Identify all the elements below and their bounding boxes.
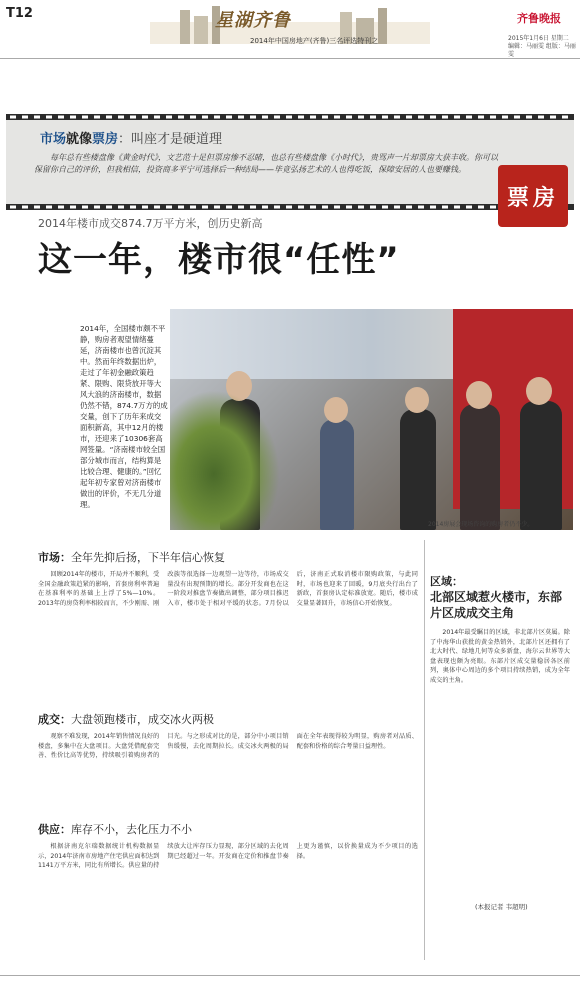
film-hole — [10, 116, 16, 119]
film-hole — [454, 206, 460, 209]
film-hole — [370, 206, 376, 209]
section-deals-title: 大盘领跑楼市，成交冰火两极 — [71, 712, 214, 726]
film-hole — [250, 116, 256, 119]
film-hole — [262, 116, 268, 119]
film-hole — [178, 206, 184, 209]
film-hole — [22, 116, 28, 119]
film-hole — [382, 116, 388, 119]
film-hole — [430, 206, 436, 209]
section-supply-heading — [38, 820, 192, 837]
banner-title-like: 就像 — [66, 132, 93, 147]
film-hole — [502, 116, 508, 119]
page-number: T12 — [6, 6, 33, 21]
film-hole — [394, 116, 400, 119]
article-lead: 2014年，全国楼市颇不平静，购房者观望情绪蔓延，济南楼市也曾沉淀其中。然而年终数据出炉，走过了年初金融政策趋紧、限购、限贷放开等大风大浪的济南楼市，数据仍然不错，874.7万方的成交量，创下了历年来成交面积新高，其中12月的楼市，还迎来了10306套高网签量。“济南楼市较全国部分城市而言，结构算是比较合理、健康的。”回忆起年初专家曾对济南楼市做出的评价，不无几分道理。 — [80, 324, 168, 509]
banner-title-tail: ：叫座才是硬道理 — [118, 132, 223, 147]
film-hole — [70, 206, 76, 209]
region-label: 区域： — [430, 575, 463, 588]
film-hole — [394, 206, 400, 209]
film-hole — [418, 116, 424, 119]
banner-title-market: 市场 — [40, 132, 67, 147]
film-hole — [550, 116, 556, 119]
section-supply-label: 供应： — [38, 822, 71, 836]
film-hole — [430, 116, 436, 119]
film-hole — [94, 206, 100, 209]
film-hole — [70, 116, 76, 119]
film-hole — [346, 116, 352, 119]
film-hole — [286, 206, 292, 209]
film-hole — [214, 206, 220, 209]
film-hole — [58, 116, 64, 119]
film-hole — [274, 116, 280, 119]
header-divider — [0, 58, 580, 59]
film-hole — [130, 116, 136, 119]
film-hole — [478, 206, 484, 209]
film-hole — [22, 206, 28, 209]
film-hole — [442, 206, 448, 209]
film-hole — [298, 116, 304, 119]
film-hole — [106, 116, 112, 119]
film-hole — [334, 206, 340, 209]
section-subtitle: 2014年中国房地产(齐鲁)三名评选特刊之 — [250, 37, 379, 45]
film-hole — [490, 206, 496, 209]
film-hole — [514, 116, 520, 119]
film-hole — [310, 116, 316, 119]
article-kicker: 2014年楼市成交874.7万平方米，创历史新高 — [38, 217, 263, 230]
film-hole — [490, 116, 496, 119]
film-hole — [214, 116, 220, 119]
film-hole — [238, 116, 244, 119]
film-hole — [322, 116, 328, 119]
section-market-label: 市场： — [38, 550, 71, 564]
film-hole — [226, 116, 232, 119]
film-hole — [58, 206, 64, 209]
film-hole — [286, 116, 292, 119]
film-hole — [166, 206, 172, 209]
region-body: 2014年最受瞩目的区域，非北部片区莫属。除了中海华山获批的黄金热销外，北部片区还拥有了北大时代、绿地几何等众多新盘，海尔云世界等大盘表现也颇为亮眼。东部片区成交量稳居各区前列，奥体中心周边的多个项目持续热销，成为全年成交的主角。 — [430, 629, 570, 684]
paper-name: 齐鲁晚报 — [517, 12, 561, 25]
section-supply-body: 根据济南克尔瑞数据统计机构数据显示，2014年济南市房地产住宅供应面积达到1141万平方米，同比有所增长。供应量的持续放大让库存压力显现，部分区域的去化周期已经超过一年。开发商在定价和推盘节奏上更为谨慎，以价换量成为不少项目的选择。 — [38, 843, 418, 869]
section-title: 星湖齐鲁 — [215, 10, 291, 31]
film-hole — [118, 116, 124, 119]
section-supply-title: 库存不小，去化压力不小 — [71, 822, 192, 836]
reporter-byline: (本报记者 韦超明) — [475, 903, 528, 911]
issue-meta: 2015年1月6日 星期二 编辑：马丽雯 组版：马丽雯 — [508, 35, 576, 58]
film-hole — [466, 206, 472, 209]
section-deals-label: 成交： — [38, 712, 71, 726]
film-hole — [454, 116, 460, 119]
film-hole — [202, 116, 208, 119]
photo-caption: 2014房展会现场咨询的购房者仍不少。 — [428, 521, 534, 528]
film-hole — [10, 206, 16, 209]
film-hole — [358, 206, 364, 209]
boxoffice-stamp: 票房 — [498, 165, 568, 227]
article-headline: 这一年，楼市很“任性” — [38, 240, 400, 280]
film-hole — [34, 116, 40, 119]
film-hole — [406, 206, 412, 209]
film-hole — [310, 206, 316, 209]
film-hole — [346, 206, 352, 209]
film-holes-bottom — [6, 204, 574, 210]
film-hole — [418, 206, 424, 209]
film-hole — [142, 116, 148, 119]
film-hole — [466, 116, 472, 119]
film-hole — [226, 206, 232, 209]
film-hole — [358, 116, 364, 119]
banner-quote-text: 每年总有些楼盘像《黄金时代》，文艺范十足但票房惨不忍睹，也总有些楼盘像《小时代》，贵骂声一片却票房大获丰收。你可以保留你自己的评价，但我相信，投资商多平宁可选择后一种结局——毕竟弘扬艺术的人也得吃饭，保障安居的人也要赚钱。 — [34, 153, 498, 174]
film-hole — [46, 206, 52, 209]
film-hole — [46, 116, 52, 119]
film-hole — [262, 206, 268, 209]
film-hole — [406, 116, 412, 119]
film-hole — [562, 116, 568, 119]
film-hole — [34, 206, 40, 209]
film-hole — [154, 206, 160, 209]
footer-divider — [0, 975, 580, 976]
film-hole — [82, 206, 88, 209]
film-hole — [190, 116, 196, 119]
film-hole — [478, 116, 484, 119]
film-hole — [526, 116, 532, 119]
film-hole — [130, 206, 136, 209]
section-market-body: 回顾2014年的楼市，开局并不顺利，受全国金融政策趋紧的影响，首套房利率普遍在基准利率的基础上上浮了5%—10%。2013年的房贷利率相较而言，不少刚需、刚改族等很选择一边观望一边等待，市场成交量没有出现预期的增长。部分开发商也在这一阶段对推盘节奏做出调整，部分项目推迟入市，楼市处于相对平缓的状态。7月份以后，济南正式取消楼市限购政策，与此同时，市场也迎来了回暖，9月底央行出台了新政，首套房认定标准放宽。随后，楼市成交量显著回升，市场信心开始恢复。 — [38, 571, 418, 607]
section-deals-body: 观察不难发现，2014年销售情况良好的楼盘，多集中在大盘项目。大盘凭借配套完善、性价比高等优势，持续吸引着购房者的目光。与之形成对比的是，部分中小项目销售缓慢，去化周期拉长。成交冰火两极的局面在全年表现得较为明显，购房者对品质、配套和价格的综合考量日益理性。 — [38, 733, 418, 759]
film-hole — [442, 116, 448, 119]
film-hole — [370, 116, 376, 119]
film-hole — [82, 116, 88, 119]
film-hole — [154, 116, 160, 119]
film-hole — [274, 206, 280, 209]
banner-title-boxoffice: 票房 — [92, 132, 119, 147]
region-title: 北部区域惹火楼市，东部片区成成交主角 — [430, 590, 563, 620]
film-hole — [166, 116, 172, 119]
expo-photo — [170, 309, 573, 530]
film-hole — [238, 206, 244, 209]
film-hole — [94, 116, 100, 119]
film-hole — [322, 206, 328, 209]
section-market-title: 全年先抑后扬，下半年信心恢复 — [71, 550, 225, 564]
film-hole — [190, 206, 196, 209]
section-deals-heading — [38, 710, 214, 727]
film-hole — [298, 206, 304, 209]
film-hole — [178, 116, 184, 119]
film-holes-top — [6, 114, 574, 120]
section-market-heading — [38, 548, 225, 565]
film-hole — [334, 116, 340, 119]
film-hole — [118, 206, 124, 209]
film-hole — [250, 206, 256, 209]
banner-title — [40, 128, 222, 147]
film-hole — [106, 206, 112, 209]
film-hole — [142, 206, 148, 209]
film-hole — [202, 206, 208, 209]
film-hole — [382, 206, 388, 209]
column-divider — [424, 540, 425, 960]
film-hole — [538, 116, 544, 119]
